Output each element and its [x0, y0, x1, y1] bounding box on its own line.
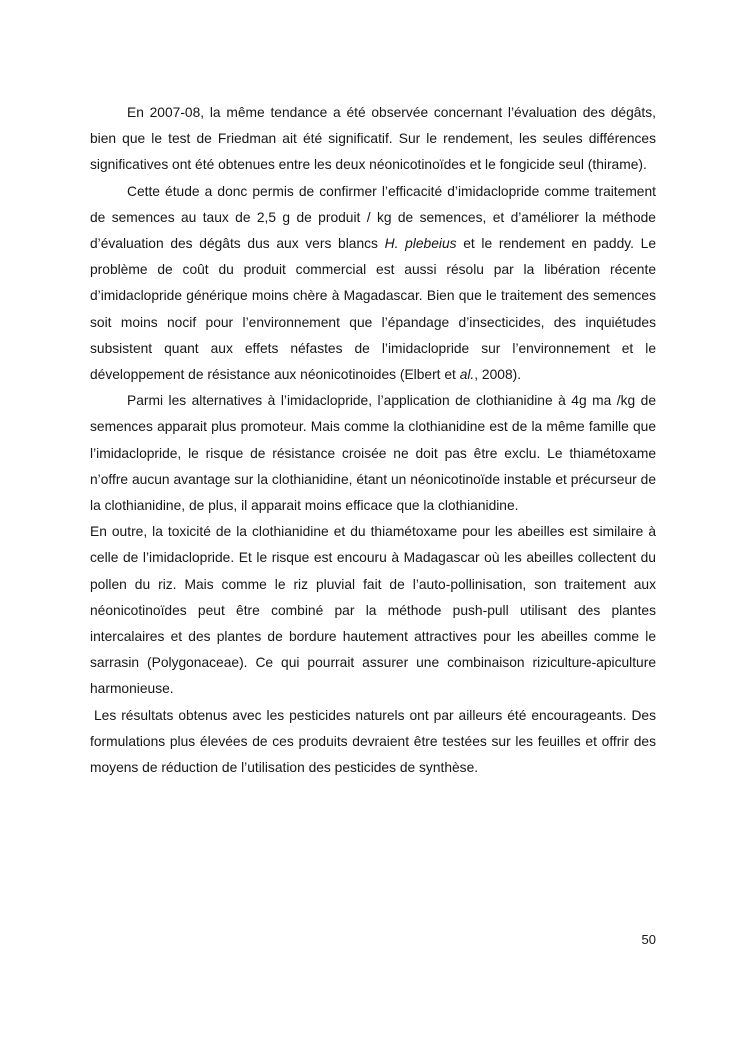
text-run: En 2007-08, la même tendance a été observée concernant l’évaluation des dégâts, bien que le test de Friedman ait été significatif. Sur le rendement, les seules différences significatives ont été obtenues entre les deux néonicotinoïdes et le fongicide seul (thirame). — [90, 105, 656, 173]
paragraph — [90, 519, 656, 702]
page-number: 50 — [641, 932, 656, 947]
paragraph — [90, 703, 656, 782]
text-run: En outre, la toxicité de la clothianidine et du thiamétoxame pour les abeilles est similaire à celle de l’imidaclopride. Et le risque est encouru à Madagascar où les abeilles collectent du pollen du riz. Mais comme le riz pluvial fait de l’auto-pollinisation, son traitement aux néonicotinoïdes peut être combiné par la méthode push-pull utilisant des plantes intercalaires et des plantes de bordure hautement attractives pour les abeilles comme le sarrasin (Polygonaceae). Ce qui pourrait assurer une combinaison riziculture-apiculture harmonieuse. — [90, 524, 656, 697]
text-run: Parmi les alternatives à l’imidaclopride, l’application de clothianidine à 4g ma /kg de semences apparait plus promoteur. Mais comme la clothianidine est de la même famille que l’imidaclopride, le risque de résistance croisée ne doit pas être exclu. Le thiamétoxame n’offre aucun avantage sur la clothianidine, étant un néonicotinoïde instable et précurseur de la clothianidine, de plus, il apparait moins efficace que la clothianidine. — [90, 393, 656, 514]
italic-text-run: H. plebeius — [384, 236, 457, 252]
paragraph — [90, 100, 656, 179]
text-run: et le rendement en paddy. Le problème de coût du produit commercial est aussi résolu par la libération récente d’imidaclopride générique moins chère à Magadascar. Bien que le traitement des semences soit moins nocif pour l’environnement que l’épandage d’insecticides, des inquiétudes subsistent quant aux effets néfastes de l’imidaclopride sur l’environnement et le développement de résistance aux néonicotinoides (Elbert et — [90, 236, 656, 383]
italic-text-run: al. — [459, 367, 475, 383]
text-run: Cette étude a donc permis de confirmer l’efficacité d’imidaclopride comme traitement de semences au taux de 2,5 g de produit / kg de semences, et d’améliorer la méthode d’évaluation des dégâts dus aux vers blancs — [90, 183, 656, 252]
text-run: Les résultats obtenus avec les pesticides naturels ont par ailleurs été encourageants. Des formulations plus élevées de ces produits devraient être testées sur les feuilles et offrir des moyens de réduction de l’utilisation des pesticides de synthèse. — [90, 707, 656, 776]
text-run: , 2008). — [474, 367, 522, 383]
document-body — [90, 100, 656, 781]
paragraph — [90, 388, 656, 519]
paragraph — [90, 179, 656, 389]
